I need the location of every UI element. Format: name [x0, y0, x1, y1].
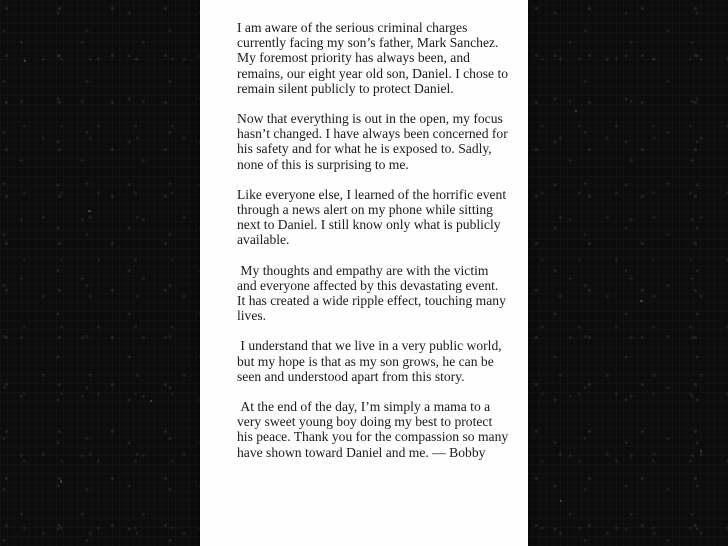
dust-speck: [24, 60, 26, 62]
dust-speck: [640, 300, 643, 302]
statement-paragraph-6: At the end of the day, I’m simply a mama to a very sweet young boy doing my best to protect his peace. Thank you for the compassion so many have shown toward Daniel and me. — Bobby: [237, 399, 512, 460]
dust-speck: [700, 450, 702, 452]
dust-speck: [560, 500, 562, 502]
statement-paragraph-2: Now that everything is out in the open, my focus hasn’t changed. I have always been concerned for his safety and for what he is exposed to. Sadly, none of this is surprising to me.: [237, 111, 512, 172]
statement-paragraph-4: My thoughts and empathy are with the victim and everyone affected by this devastating event. It has created a wide ripple effect, touching many lives.: [237, 262, 510, 324]
dust-speck: [575, 110, 577, 112]
statement-page: [200, 0, 528, 546]
statement-paragraph-3: Like everyone else, I learned of the horrific event through a news alert on my phone while sitting next to Daniel. I still know only what is publicly available.: [237, 186, 510, 248]
dust-speck: [60, 480, 62, 483]
dust-speck: [150, 400, 152, 402]
statement-paragraph-5: I understand that we live in a very public world, but my hope is that as my son grows, he can be seen and understood apart from this story.: [237, 338, 506, 384]
statement-body: [237, 20, 512, 475]
dust-speck: [88, 210, 91, 212]
statement-paragraph-1: I am aware of the serious criminal charges currently facing my son’s father, Mark Sanchez. My foremost priority has always been, and remains, our eight year old son, Daniel. I chose to remain silent publicly to protect Daniel.: [237, 20, 512, 96]
